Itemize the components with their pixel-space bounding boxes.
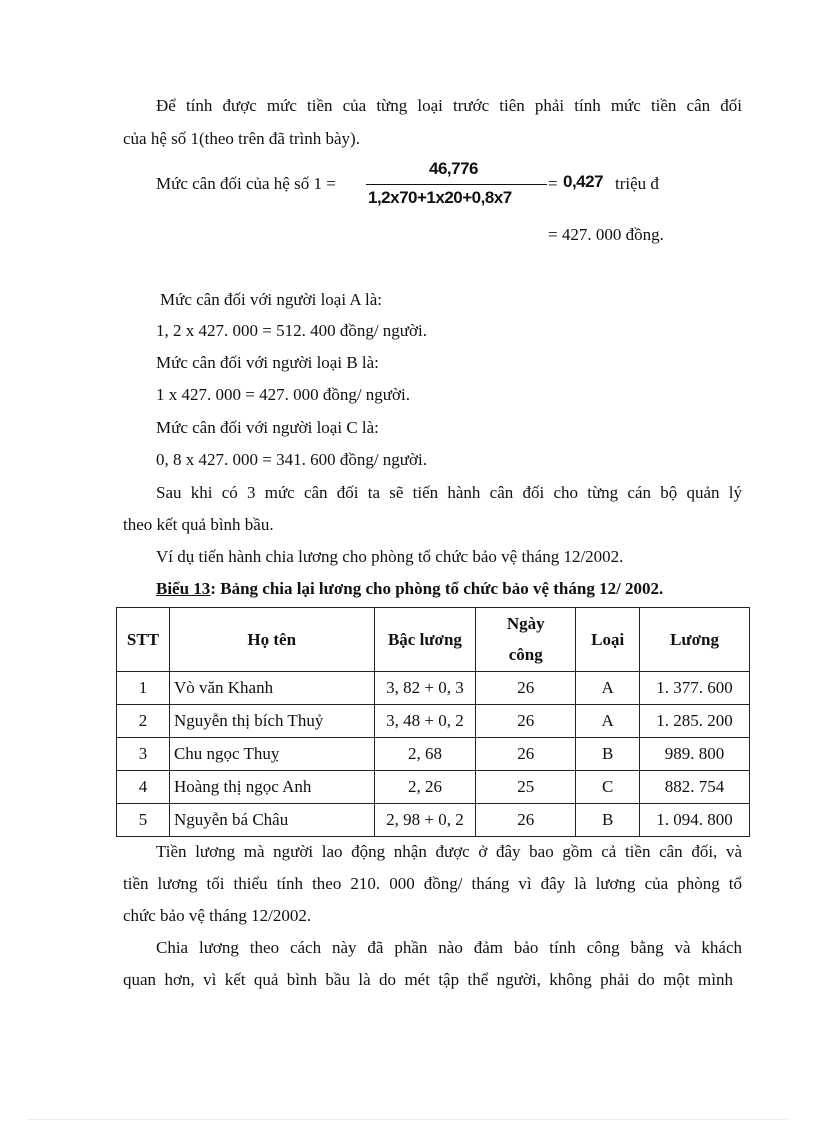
cell-grade: 2, 98 + 0, 2 bbox=[374, 803, 476, 836]
header-stt: STT bbox=[117, 608, 170, 672]
cell-days: 26 bbox=[476, 704, 576, 737]
table-row bbox=[117, 770, 750, 803]
salary-table bbox=[116, 607, 750, 837]
cell-stt: 2 bbox=[117, 704, 170, 737]
formula-equals: = bbox=[548, 174, 558, 193]
header-days-line-1: Ngày bbox=[506, 614, 545, 633]
header-days-line-2: công bbox=[508, 645, 543, 665]
formula-converted: = 427. 000 đồng. bbox=[548, 225, 664, 244]
cell-name: Chu ngọc Thuỵ bbox=[169, 737, 374, 770]
cell-days: 25 bbox=[476, 770, 576, 803]
after-line-2: theo kết quả bình bầu. bbox=[123, 515, 274, 534]
formula-result: 0,427 bbox=[563, 172, 604, 191]
cell-grade: 2, 26 bbox=[374, 770, 476, 803]
table-header-row bbox=[117, 608, 750, 672]
cell-name: Nguyễn thị bích Thuỷ bbox=[169, 704, 374, 737]
example-line: Ví dụ tiến hành chia lương cho phòng tổ chức bảo vệ tháng 12/2002. bbox=[156, 547, 624, 566]
cell-days: 26 bbox=[476, 671, 576, 704]
page-bottom-rule bbox=[28, 1119, 788, 1120]
cell-salary: 1. 094. 800 bbox=[640, 803, 750, 836]
level-b-label: Mức cân đối với người loại B là: bbox=[156, 353, 379, 372]
cell-salary: 1. 285. 200 bbox=[640, 704, 750, 737]
table-row bbox=[117, 737, 750, 770]
header-days bbox=[476, 608, 576, 672]
header-salary: Lương bbox=[640, 608, 750, 672]
cell-name: Nguyễn bá Châu bbox=[169, 803, 374, 836]
table-caption bbox=[156, 580, 663, 597]
table-row bbox=[117, 671, 750, 704]
cell-type: A bbox=[576, 671, 640, 704]
table-row bbox=[117, 704, 750, 737]
cell-stt: 5 bbox=[117, 803, 170, 836]
header-name: Họ tên bbox=[169, 608, 374, 672]
closing-p2-line-1: Chia lương theo cách này đã phần nào đảm bảo tính công bằng và khách bbox=[156, 938, 742, 957]
after-line-1: Sau khi có 3 mức cân đối ta sẽ tiến hành cân đối cho từng cán bộ quản lý bbox=[156, 483, 742, 502]
cell-grade: 2, 68 bbox=[374, 737, 476, 770]
cell-type: B bbox=[576, 737, 640, 770]
level-c-calc: 0, 8 x 427. 000 = 341. 600 đồng/ người. bbox=[156, 450, 427, 469]
formula-numerator: 46,776 bbox=[429, 159, 478, 178]
intro-line-1: Để tính được mức tiền của từng loại trước tiên phải tính mức tiền cân đối bbox=[156, 96, 742, 115]
header-type: Loại bbox=[576, 608, 640, 672]
closing-p1-line-1: Tiền lương mà người lao động nhận được ở đây bao gồm cả tiền cân đối, và bbox=[156, 842, 742, 861]
closing-p1-line-3: chức bảo vệ tháng 12/2002. bbox=[123, 906, 312, 925]
cell-grade: 3, 82 + 0, 3 bbox=[374, 671, 476, 704]
header-grade: Bậc lương bbox=[374, 608, 476, 672]
level-c-label: Mức cân đối với người loại C là: bbox=[156, 418, 379, 437]
cell-name: Hoàng thị ngọc Anh bbox=[169, 770, 374, 803]
table-caption-label: Biểu 13 bbox=[156, 579, 211, 598]
cell-stt: 1 bbox=[117, 671, 170, 704]
cell-salary: 882. 754 bbox=[640, 770, 750, 803]
cell-salary: 989. 800 bbox=[640, 737, 750, 770]
closing-p2-line-2: quan hơn, vì kết quả bình bầu là do mét tập thể người, không phải do một mình bbox=[123, 970, 733, 989]
fraction-bar bbox=[366, 184, 547, 185]
cell-type: B bbox=[576, 803, 640, 836]
cell-stt: 3 bbox=[117, 737, 170, 770]
level-b-calc: 1 x 427. 000 = 427. 000 đồng/ người. bbox=[156, 385, 410, 404]
cell-days: 26 bbox=[476, 803, 576, 836]
level-a-calc: 1, 2 x 427. 000 = 512. 400 đồng/ người. bbox=[156, 321, 427, 340]
level-a-label: Mức cân đối với người loại A là: bbox=[160, 290, 382, 309]
table-caption-text: : Bảng chia lại lương cho phòng tổ chức bảo vệ tháng 12/ 2002. bbox=[210, 579, 664, 598]
intro-line-2: của hệ số 1(theo trên đã trình bày). bbox=[123, 129, 360, 148]
table-row bbox=[117, 803, 750, 836]
formula-denominator: 1,2x70+1x20+0,8x7 bbox=[368, 188, 512, 207]
cell-type: C bbox=[576, 770, 640, 803]
cell-grade: 3, 48 + 0, 2 bbox=[374, 704, 476, 737]
cell-name: Vò văn Khanh bbox=[169, 671, 374, 704]
formula-unit: triệu đ bbox=[615, 174, 659, 193]
cell-type: A bbox=[576, 704, 640, 737]
cell-salary: 1. 377. 600 bbox=[640, 671, 750, 704]
closing-p1-line-2: tiền lương tối thiểu tính theo 210. 000 đồng/ tháng vì đây là lương của phòng tổ bbox=[123, 874, 742, 893]
cell-stt: 4 bbox=[117, 770, 170, 803]
formula-label: Mức cân đối của hệ số 1 = bbox=[156, 174, 336, 193]
cell-days: 26 bbox=[476, 737, 576, 770]
